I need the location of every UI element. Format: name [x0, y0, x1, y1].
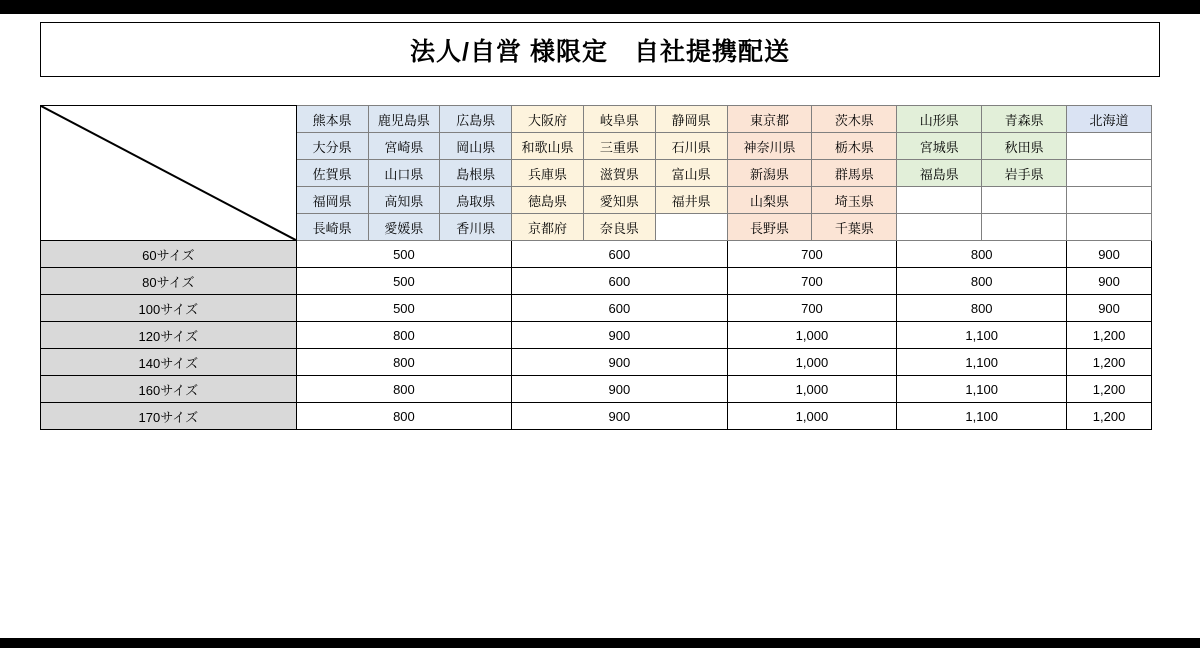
prefecture-cell: 青森県 — [982, 106, 1067, 133]
prefecture-cell: 滋賀県 — [583, 160, 655, 187]
price-cell: 1,000 — [727, 376, 897, 403]
price-cell: 800 — [296, 349, 511, 376]
prefecture-cell — [897, 214, 982, 241]
prefecture-cell: 鹿児島県 — [368, 106, 440, 133]
prefecture-cell: 福岡県 — [296, 187, 368, 214]
size-label-cell: 120サイズ — [41, 322, 297, 349]
price-cell: 600 — [512, 295, 727, 322]
prefecture-cell: 島根県 — [440, 160, 512, 187]
prefecture-cell: 石川県 — [655, 133, 727, 160]
price-cell: 1,200 — [1067, 403, 1152, 430]
prefecture-cell — [897, 187, 982, 214]
prefecture-cell: 福井県 — [655, 187, 727, 214]
price-cell: 1,100 — [897, 349, 1067, 376]
size-label-cell: 160サイズ — [41, 376, 297, 403]
prefecture-cell: 茨木県 — [812, 106, 897, 133]
price-cell: 500 — [296, 295, 511, 322]
rate-row — [41, 268, 1152, 295]
price-cell: 500 — [296, 268, 511, 295]
prefecture-cell: 東京都 — [727, 106, 812, 133]
prefecture-cell: 岩手県 — [982, 160, 1067, 187]
price-cell: 1,100 — [897, 322, 1067, 349]
rate-table — [40, 105, 1152, 430]
prefecture-cell: 高知県 — [368, 187, 440, 214]
price-cell: 900 — [1067, 295, 1152, 322]
prefecture-cell: 岐阜県 — [583, 106, 655, 133]
price-cell: 800 — [897, 295, 1067, 322]
rate-row — [41, 403, 1152, 430]
price-cell: 500 — [296, 241, 511, 268]
price-cell: 900 — [512, 322, 727, 349]
size-label-cell: 80サイズ — [41, 268, 297, 295]
price-cell: 800 — [296, 376, 511, 403]
prefecture-cell: 佐賀県 — [296, 160, 368, 187]
diagonal-split-cell — [41, 106, 297, 241]
price-cell: 700 — [727, 268, 897, 295]
price-cell: 900 — [512, 403, 727, 430]
rate-row — [41, 376, 1152, 403]
prefecture-cell — [1067, 133, 1152, 160]
prefecture-cell: 京都府 — [512, 214, 584, 241]
rate-row — [41, 241, 1152, 268]
size-label-cell: 140サイズ — [41, 349, 297, 376]
prefecture-cell — [982, 214, 1067, 241]
prefecture-cell: 宮城県 — [897, 133, 982, 160]
price-cell: 1,000 — [727, 322, 897, 349]
prefecture-cell: 長野県 — [727, 214, 812, 241]
prefecture-cell: 埼玉県 — [812, 187, 897, 214]
price-cell: 1,100 — [897, 376, 1067, 403]
prefecture-cell: 愛媛県 — [368, 214, 440, 241]
title-banner — [40, 22, 1160, 77]
price-cell: 900 — [512, 376, 727, 403]
prefecture-cell: 千葉県 — [812, 214, 897, 241]
prefecture-cell: 鳥取県 — [440, 187, 512, 214]
prefecture-cell: 北海道 — [1067, 106, 1152, 133]
price-cell: 600 — [512, 268, 727, 295]
prefecture-cell: 静岡県 — [655, 106, 727, 133]
prefecture-cell — [1067, 160, 1152, 187]
prefecture-cell: 新潟県 — [727, 160, 812, 187]
rate-row — [41, 295, 1152, 322]
price-cell: 1,200 — [1067, 376, 1152, 403]
price-cell: 600 — [512, 241, 727, 268]
prefecture-cell: 宮崎県 — [368, 133, 440, 160]
prefecture-cell — [1067, 214, 1152, 241]
price-cell: 900 — [1067, 268, 1152, 295]
prefecture-cell: 徳島県 — [512, 187, 584, 214]
prefecture-cell: 山形県 — [897, 106, 982, 133]
prefecture-cell: 群馬県 — [812, 160, 897, 187]
prefecture-cell: 大分県 — [296, 133, 368, 160]
prefecture-row — [41, 106, 1152, 133]
size-label-cell: 100サイズ — [41, 295, 297, 322]
price-cell: 800 — [296, 403, 511, 430]
price-cell: 1,200 — [1067, 349, 1152, 376]
prefecture-cell: 愛知県 — [583, 187, 655, 214]
price-cell: 1,100 — [897, 403, 1067, 430]
prefecture-cell: 香川県 — [440, 214, 512, 241]
prefecture-cell: 福島県 — [897, 160, 982, 187]
price-cell: 900 — [1067, 241, 1152, 268]
price-cell: 900 — [512, 349, 727, 376]
rate-row — [41, 349, 1152, 376]
bottom-black-bar — [0, 638, 1200, 648]
price-cell: 1,000 — [727, 403, 897, 430]
price-cell: 1,200 — [1067, 322, 1152, 349]
page-title: 法人/自営 様限定 自社提携配送 — [410, 37, 790, 66]
prefecture-cell: 奈良県 — [583, 214, 655, 241]
prefecture-cell: 秋田県 — [982, 133, 1067, 160]
prefecture-cell: 大阪府 — [512, 106, 584, 133]
prefecture-cell: 熊本県 — [296, 106, 368, 133]
price-cell: 800 — [296, 322, 511, 349]
prefecture-cell: 岡山県 — [440, 133, 512, 160]
prefecture-cell: 山口県 — [368, 160, 440, 187]
prefecture-cell: 神奈川県 — [727, 133, 812, 160]
price-cell: 800 — [897, 241, 1067, 268]
prefecture-cell: 栃木県 — [812, 133, 897, 160]
rate-row — [41, 322, 1152, 349]
prefecture-cell: 長崎県 — [296, 214, 368, 241]
prefecture-cell — [655, 214, 727, 241]
prefecture-cell: 山梨県 — [727, 187, 812, 214]
prefecture-cell: 富山県 — [655, 160, 727, 187]
top-black-bar — [0, 0, 1200, 14]
price-cell: 1,000 — [727, 349, 897, 376]
price-cell: 800 — [897, 268, 1067, 295]
size-label-cell: 170サイズ — [41, 403, 297, 430]
prefecture-cell: 三重県 — [583, 133, 655, 160]
price-cell: 700 — [727, 295, 897, 322]
prefecture-cell: 広島県 — [440, 106, 512, 133]
size-label-cell: 60サイズ — [41, 241, 297, 268]
prefecture-cell: 兵庫県 — [512, 160, 584, 187]
prefecture-cell: 和歌山県 — [512, 133, 584, 160]
prefecture-cell — [1067, 187, 1152, 214]
price-cell: 700 — [727, 241, 897, 268]
prefecture-cell — [982, 187, 1067, 214]
